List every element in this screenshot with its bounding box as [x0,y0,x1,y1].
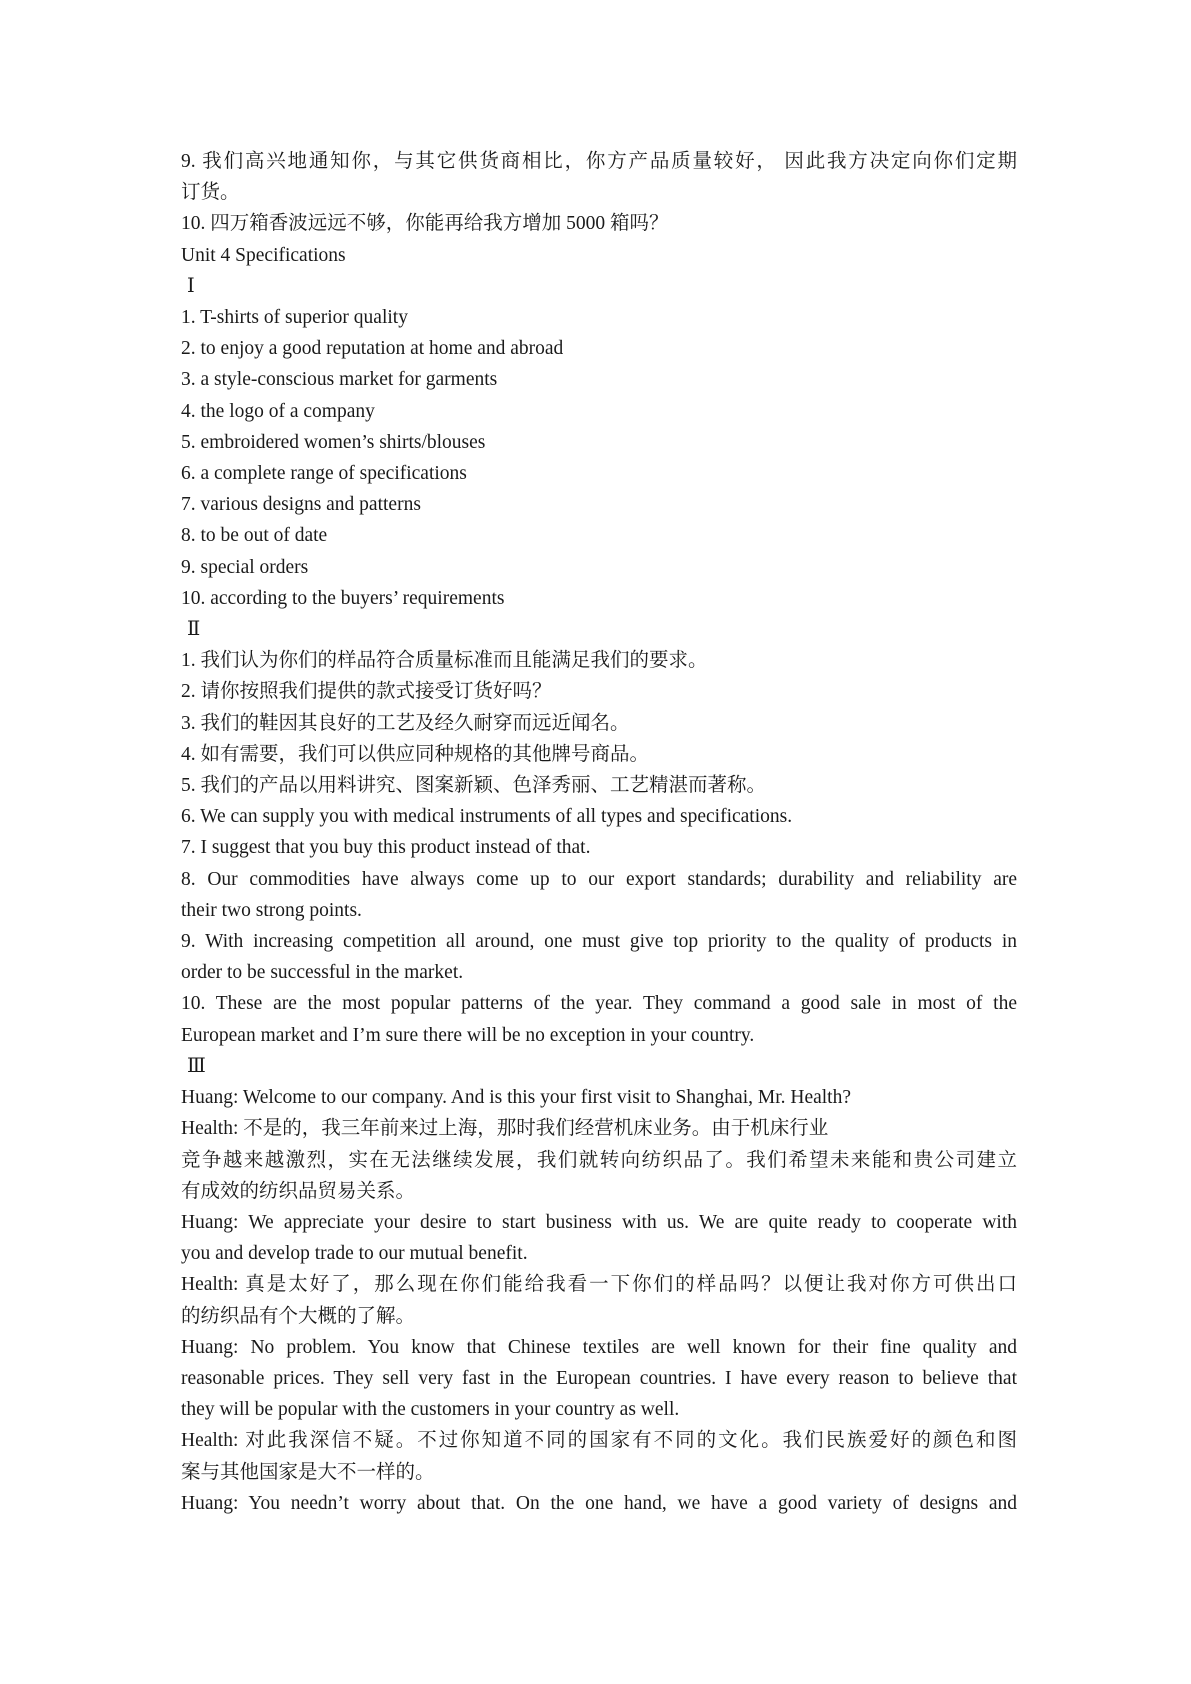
list-item-continuation: European market and I’m sure there will be no exception in your country. [181,1024,755,1046]
list-item: 4. the logo of a company [181,400,375,422]
list-item: 10. according to the buyers’ requirements [181,587,505,609]
dialogue-line: Health: 真是太好了，那么现在你们能给我看一下你们的样品吗？以便让我对你方可供出口 [181,1274,1017,1296]
list-item: 9. special orders [181,556,309,578]
list-item: 3. a style-conscious market for garments [181,369,498,391]
list-item: 6. a complete range of specifications [181,463,467,485]
dialogue-line: Health: 不是的，我三年前来过上海，那时我们经营机床业务。由于机床行业 [181,1118,829,1140]
list-item: 1. T-shirts of superior quality [181,307,408,329]
text-line: 订货。 [181,182,240,204]
dialogue-line-continuation: 案与其他国家是大不一样的。 [181,1461,435,1483]
list-item: 9. With increasing competition all around, one must give top priority to the quality of products in [181,931,1017,953]
list-item: 2. 请你按照我们提供的款式接受订货好吗？ [181,681,552,703]
dialogue-line: Huang: We appreciate your desire to start business with us. We are quite ready to cooperate with [181,1211,1017,1233]
list-item: 5. 我们的产品以用料讲究、图案新颖、色泽秀丽、工艺精湛而著称。 [181,775,767,797]
list-item: 7. I suggest that you buy this product instead of that. [181,837,591,859]
text-line: 10. 四万箱香波远远不够，你能再给我方增加 5000 箱吗？ [181,213,669,235]
dialogue-line-continuation: you and develop trade to our mutual benefit. [181,1243,528,1265]
list-item: 2. to enjoy a good reputation at home and abroad [181,338,564,360]
document-body [181,146,1017,1519]
list-item: 3. 我们的鞋因其良好的工艺及经久耐穿而远近闻名。 [181,712,630,734]
text-line: 9. 我们高兴地通知你，与其它供货商相比，你方产品质量较好， 因此我方决定向你们定期 [181,151,1017,172]
section-numeral-1: Ⅰ [187,275,195,297]
dialogue-line: Huang: You needn’t worry about that. On the one hand, we have a good variety of designs and [181,1492,1017,1514]
list-item: 1. 我们认为你们的样品符合质量标准而且能满足我们的要求。 [181,650,708,672]
list-item-continuation: order to be successful in the market. [181,962,464,984]
list-item: 5. embroidered women’s shirts/blouses [181,431,486,453]
dialogue-line-continuation: reasonable prices. They sell very fast in the European countries. I have every reason to believe that [181,1367,1017,1389]
dialogue-line: Huang: No problem. You know that Chinese textiles are well known for their fine quality and [181,1336,1017,1358]
dialogue-line-continuation: 的纺织品有个大概的了解。 [181,1305,416,1327]
dialogue-line: Health: 对此我深信不疑。不过你知道不同的国家有不同的文化。我们民族爱好的颜色和图 [181,1430,1017,1452]
dialogue-line: Huang: Welcome to our company. And is this your first visit to Shanghai, Mr. Health? [181,1087,852,1109]
section-numeral-3: Ⅲ [187,1055,206,1077]
list-item: 4. 如有需要，我们可以供应同种规格的其他牌号商品。 [181,743,650,765]
list-item: 10. These are the most popular patterns of the year. They command a good sale in most of the [181,993,1017,1015]
list-item: 6. We can supply you with medical instruments of all types and specifications. [181,806,793,828]
list-item: 8. Our commodities have always come up to our export standards; durability and reliability are [181,868,1017,890]
list-item: 7. various designs and patterns [181,494,421,516]
dialogue-line-continuation: 有成效的纺织品贸易关系。 [181,1180,416,1202]
dialogue-line-continuation: they will be popular with the customers in your country as well. [181,1399,680,1421]
section-numeral-2: Ⅱ [187,619,201,641]
list-item-continuation: their two strong points. [181,899,362,921]
list-item: 8. to be out of date [181,525,328,547]
unit-heading: Unit 4 Specifications [181,244,346,266]
dialogue-line-continuation: 竞争越来越激烈，实在无法继续发展，我们就转向纺织品了。我们希望未来能和贵公司建立 [181,1149,1017,1171]
